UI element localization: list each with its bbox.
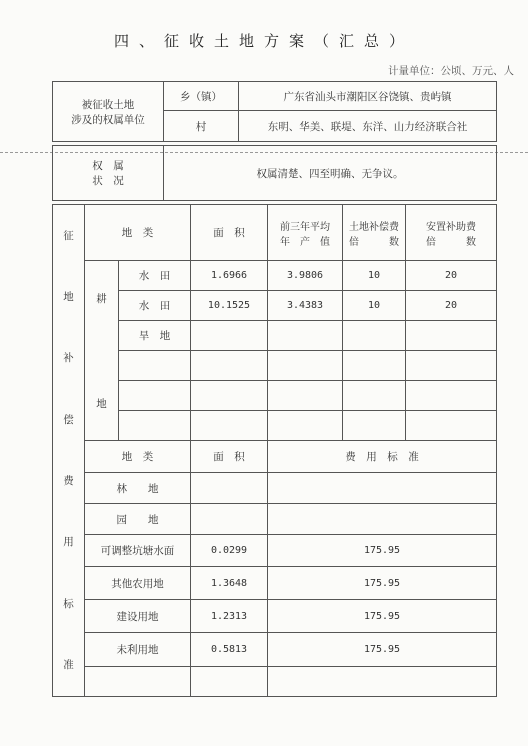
arable-resettle bbox=[406, 351, 497, 381]
arable-resettle bbox=[406, 381, 497, 411]
arable-resettle bbox=[406, 411, 497, 441]
side-char: 征 bbox=[63, 229, 74, 242]
other-area: 0.0299 bbox=[191, 535, 268, 567]
arable-subtype bbox=[119, 381, 191, 411]
header-land-mult-line1: 土地补偿费 bbox=[349, 221, 399, 233]
other-standard bbox=[268, 504, 497, 535]
unit-note: 计量单位：公顷、万元、人 bbox=[388, 65, 514, 77]
arable-char-bottom: 地 bbox=[96, 397, 107, 410]
arable-subtype: 水 田 bbox=[119, 291, 191, 321]
side-char: 地 bbox=[63, 290, 74, 303]
status-value: 权属清楚、四至明确、无争议。 bbox=[164, 146, 497, 201]
header2-land-type: 地 类 bbox=[85, 441, 191, 473]
owner-table bbox=[52, 81, 497, 142]
owner-label-line2: 涉及的权属单位 bbox=[71, 113, 145, 126]
header-avg-output bbox=[268, 205, 343, 261]
status-label-line2: 状 况 bbox=[92, 175, 124, 187]
header2-area: 面 积 bbox=[191, 441, 268, 473]
side-char: 补 bbox=[63, 352, 74, 365]
empty-cell bbox=[85, 667, 191, 697]
other-area bbox=[191, 473, 268, 504]
other-standard: 175.95 bbox=[268, 535, 497, 567]
header-area: 面 积 bbox=[191, 205, 268, 261]
arable-subtype: 旱 地 bbox=[119, 321, 191, 351]
header-resettle-line2: 倍 数 bbox=[426, 236, 476, 248]
arable-area bbox=[191, 351, 268, 381]
other-standard: 175.95 bbox=[268, 600, 497, 633]
arable-area bbox=[191, 411, 268, 441]
arable-avg: 3.9806 bbox=[268, 261, 343, 291]
arable-label bbox=[85, 261, 119, 441]
other-type: 未利用地 bbox=[85, 633, 191, 667]
other-type: 其他农用地 bbox=[85, 567, 191, 600]
arable-avg bbox=[268, 411, 343, 441]
arable-area: 10.1525 bbox=[191, 291, 268, 321]
arable-avg: 3.4383 bbox=[268, 291, 343, 321]
arable-avg bbox=[268, 321, 343, 351]
arable-area: 1.6966 bbox=[191, 261, 268, 291]
header2-standard: 费 用 标 准 bbox=[268, 441, 497, 473]
arable-land-mult: 10 bbox=[343, 291, 406, 321]
header-avg-line2: 年 产 值 bbox=[280, 236, 330, 248]
other-standard bbox=[268, 473, 497, 504]
header-resettle-line1: 安置补助费 bbox=[426, 221, 476, 233]
arable-subtype bbox=[119, 411, 191, 441]
empty-cell bbox=[268, 667, 497, 697]
arable-resettle: 20 bbox=[406, 291, 497, 321]
header-land-multiple bbox=[343, 205, 406, 261]
status-label-line1: 权 属 bbox=[92, 160, 124, 172]
other-area: 0.5813 bbox=[191, 633, 268, 667]
other-type: 林 地 bbox=[85, 473, 191, 504]
arable-area bbox=[191, 381, 268, 411]
side-char: 准 bbox=[63, 658, 74, 671]
township-label: 乡（镇） bbox=[164, 82, 239, 111]
arable-land-mult bbox=[343, 321, 406, 351]
form-title: 四、征收土地方案（汇总） bbox=[113, 32, 414, 50]
header-avg-line1: 前三年平均 bbox=[280, 221, 330, 233]
side-char: 偿 bbox=[63, 413, 74, 426]
arable-subtype: 水 田 bbox=[119, 261, 191, 291]
comp-side-label bbox=[53, 205, 85, 697]
other-type: 可调整坑塘水面 bbox=[85, 535, 191, 567]
arable-resettle bbox=[406, 321, 497, 351]
status-label-cell bbox=[53, 146, 164, 201]
arable-area bbox=[191, 321, 268, 351]
village-label: 村 bbox=[164, 111, 239, 142]
header-land-type: 地 类 bbox=[85, 205, 191, 261]
other-area: 1.3648 bbox=[191, 567, 268, 600]
arable-avg bbox=[268, 351, 343, 381]
other-area: 1.2313 bbox=[191, 600, 268, 633]
arable-resettle: 20 bbox=[406, 261, 497, 291]
arable-land-mult bbox=[343, 351, 406, 381]
owner-label-cell bbox=[53, 82, 164, 142]
arable-land-mult bbox=[343, 411, 406, 441]
other-standard: 175.95 bbox=[268, 633, 497, 667]
owner-label-line1: 被征收土地 bbox=[81, 98, 135, 111]
empty-cell bbox=[191, 667, 268, 697]
arable-char-top: 耕 bbox=[96, 292, 107, 305]
other-type: 园 地 bbox=[85, 504, 191, 535]
other-area bbox=[191, 504, 268, 535]
township-value: 广东省汕头市潮阳区谷饶镇、贵屿镇 bbox=[239, 82, 497, 111]
other-standard: 175.95 bbox=[268, 567, 497, 600]
side-char: 标 bbox=[63, 597, 74, 610]
arable-subtype bbox=[119, 351, 191, 381]
arable-land-mult: 10 bbox=[343, 261, 406, 291]
header-resettlement-multiple bbox=[406, 205, 497, 261]
compensation-table bbox=[52, 204, 497, 697]
side-char: 费 bbox=[63, 474, 74, 487]
village-value: 东明、华美、联堤、东洋、山力经济联合社 bbox=[239, 111, 497, 142]
other-type: 建设用地 bbox=[85, 600, 191, 633]
header-land-mult-line2: 倍 数 bbox=[349, 236, 399, 248]
arable-avg bbox=[268, 381, 343, 411]
status-table bbox=[52, 145, 497, 201]
arable-land-mult bbox=[343, 381, 406, 411]
side-char: 用 bbox=[63, 536, 74, 549]
